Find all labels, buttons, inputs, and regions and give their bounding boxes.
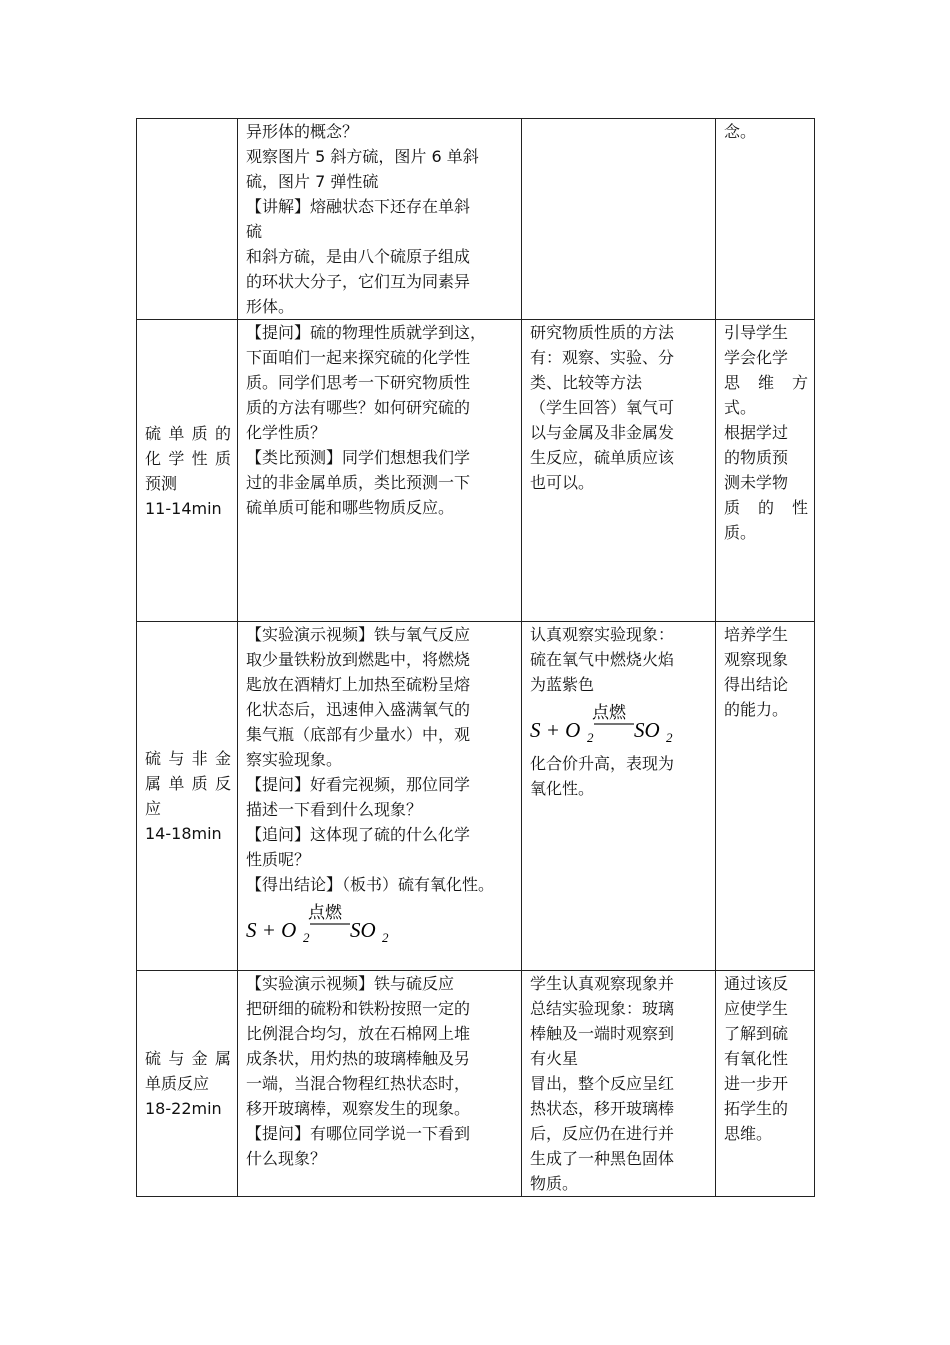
student-line: 生反应，硫单质应该 (530, 448, 675, 467)
stage-cell (137, 320, 238, 622)
teacher-line: 硫，图片 7 弹性硫 (246, 172, 379, 191)
teacher-line: 硫 (246, 222, 263, 241)
stage-line: 化学性质 (145, 448, 231, 468)
student-line: 氧化性。 (530, 779, 595, 798)
teacher-line: 形体。 (246, 297, 295, 316)
teacher-line: 成条状，用灼热的玻璃棒触及另 (246, 1049, 471, 1068)
intent-line: 观察现象 (724, 650, 789, 669)
teacher-line: 集气瓶（底部有少量水）中，观 (246, 725, 471, 744)
teacher-line: 【提问】有哪位同学说一下看到 (246, 1124, 471, 1143)
intent-line: 质。 (724, 523, 757, 542)
chemical-equation (246, 901, 515, 945)
design-intent-cell (716, 622, 815, 971)
teacher-activity-cell (238, 622, 522, 971)
teacher-line: 质。同学们思考一下研究物质性 (246, 373, 471, 392)
teacher-line: 性质呢？ (246, 850, 311, 869)
teacher-line: 化状态后，迅速伸入盛满氧气的 (246, 700, 471, 719)
stage-line: 硫单质的 (145, 423, 231, 443)
teacher-line: 下面咱们一起来探究硫的化学性 (246, 348, 471, 367)
chemical-equation (530, 701, 709, 745)
student-line: 有火星 (530, 1049, 579, 1068)
student-activity-cell (522, 622, 716, 971)
teacher-line: 【实验演示视频】铁与氧气反应 (246, 625, 471, 644)
lesson-plan-table (136, 118, 815, 1197)
student-line: 后，反应仍在进行并 (530, 1124, 675, 1143)
intent-line: 念。 (724, 122, 757, 141)
equation-product: SO (634, 718, 660, 742)
teacher-activity-cell (238, 971, 522, 1197)
table-row (137, 622, 815, 971)
student-line: 棒触及一端时观察到 (530, 1024, 675, 1043)
student-activity-cell (522, 119, 716, 320)
table-row (137, 971, 815, 1197)
equation-reactants: S + O (530, 718, 581, 742)
student-line: （学生回答）氧气可 (530, 398, 675, 417)
equation-condition: 点燃 (308, 903, 342, 923)
teacher-line: 化学性质？ (246, 423, 327, 442)
teacher-line: 移开玻璃棒，观察发生的现象。 (246, 1099, 471, 1118)
teacher-line: 的环状大分子，它们互为同素异 (246, 272, 471, 291)
intent-line: 的物质预 (724, 448, 789, 467)
teacher-line: 【实验演示视频】铁与硫反应 (246, 974, 455, 993)
teacher-line: 【提问】好看完视频，那位同学 (246, 775, 471, 794)
teacher-line: 把研细的硫粉和铁粉按照一定的 (246, 999, 471, 1018)
equation-reactant-subscript: 2 (303, 930, 310, 945)
intent-line: 思维。 (724, 1124, 773, 1143)
intent-line: 应使学生 (724, 999, 789, 1018)
teacher-line: 【讲解】熔融状态下还存在单斜 (246, 197, 471, 216)
intent-line: 测未学物 (724, 473, 789, 492)
intent-line: 的能力。 (724, 700, 789, 719)
table-row (137, 119, 815, 320)
intent-line: 得出结论 (724, 675, 789, 694)
teacher-line: 比例混合均匀，放在石棉网上堆 (246, 1024, 471, 1043)
design-intent-cell (716, 119, 815, 320)
stage-line: 硫与金属 (145, 1049, 231, 1068)
stage-line: 硫与非金 (145, 749, 231, 768)
teacher-activity-cell (238, 119, 522, 320)
stage-line: 属单质反 (145, 774, 231, 793)
stage-time: 14-18min (145, 824, 222, 843)
student-line: 热状态，移开玻璃棒 (530, 1099, 675, 1118)
intent-line: 学会化学 (724, 348, 789, 367)
stage-line: 单质反应 (145, 1074, 210, 1093)
student-line: 物质。 (530, 1174, 579, 1193)
student-line: 认真观察实验现象： (530, 625, 675, 644)
intent-line: 引导学生 (724, 323, 789, 342)
equation-product-subscript: 2 (382, 930, 389, 945)
student-line: 有：观察、实验、分 (530, 348, 675, 367)
student-line: 冒出，整个反应呈红 (530, 1074, 675, 1093)
intent-line: 式。 (724, 398, 757, 417)
teacher-line: 什么现象？ (246, 1149, 327, 1168)
teacher-line: 【追问】这体现了硫的什么化学 (246, 825, 471, 844)
teacher-line: 【得出结论】（板书）硫有氧化性。 (246, 875, 495, 894)
teacher-line: 一端，当混合物程红热状态时， (246, 1074, 471, 1093)
student-activity-cell (522, 320, 716, 622)
equation-product-subscript: 2 (666, 730, 673, 745)
student-line: 研究物质性质的方法 (530, 323, 675, 342)
student-line: 硫在氧气中燃烧火焰 (530, 650, 675, 669)
equation-reactants: S + O (246, 918, 297, 942)
teacher-line: 取少量铁粉放到燃匙中，将燃烧 (246, 650, 471, 669)
equation-condition: 点燃 (592, 703, 626, 723)
student-line: 学生认真观察现象并 (530, 974, 675, 993)
intent-line: 了解到硫 (724, 1024, 789, 1043)
teacher-line: 匙放在酒精灯上加热至硫粉呈熔 (246, 675, 471, 694)
teacher-line: 描述一下看到什么现象？ (246, 800, 423, 819)
equation-reactant-subscript: 2 (587, 730, 594, 745)
intent-line: 根据学过 (724, 423, 789, 442)
stage-time: 18-22min (145, 1099, 222, 1118)
stage-cell (137, 622, 238, 971)
intent-line: 质的性 (724, 498, 808, 517)
stage-line: 应 (145, 799, 162, 818)
stage-time: 11-14min (145, 498, 222, 518)
student-line: 生成了一种黑色固体 (530, 1149, 675, 1168)
stage-cell (137, 971, 238, 1197)
intent-line: 思维方 (724, 373, 808, 392)
student-line: 以与金属及非金属发 (530, 423, 675, 442)
intent-line: 培养学生 (724, 625, 789, 644)
teacher-line: 观察图片 5 斜方硫，图片 6 单斜 (246, 147, 479, 166)
design-intent-cell (716, 971, 815, 1197)
student-line: 类、比较等方法 (530, 373, 643, 392)
equation-product: SO (350, 918, 376, 942)
intent-line: 通过该反 (724, 974, 789, 993)
intent-line: 有氧化性 (724, 1049, 789, 1068)
teacher-line: 异形体的概念？ (246, 122, 359, 141)
student-line: 化合价升高，表现为 (530, 754, 675, 773)
teacher-line: 察实验现象。 (246, 750, 343, 769)
stage-line: 预测 (145, 473, 178, 493)
teacher-line: 质的方法有哪些？如何研究硫的 (246, 398, 471, 417)
intent-line: 进一步开 (724, 1074, 789, 1093)
stage-cell (137, 119, 238, 320)
student-line: 也可以。 (530, 473, 595, 492)
teacher-line: 【类比预测】同学们想想我们学 (246, 448, 471, 467)
student-activity-cell (522, 971, 716, 1197)
teacher-line: 过的非金属单质，类比预测一下 (246, 473, 471, 492)
teacher-line: 和斜方硫，是由八个硫原子组成 (246, 247, 471, 266)
table-row (137, 320, 815, 622)
student-line: 为蓝紫色 (530, 675, 595, 694)
teacher-activity-cell (238, 320, 522, 622)
teacher-line: 【提问】硫的物理性质就学到这， (246, 323, 487, 342)
intent-line: 拓学生的 (724, 1099, 789, 1118)
design-intent-cell (716, 320, 815, 622)
teacher-line: 硫单质可能和哪些物质反应。 (246, 498, 455, 517)
student-line: 总结实验现象：玻璃 (530, 999, 675, 1018)
